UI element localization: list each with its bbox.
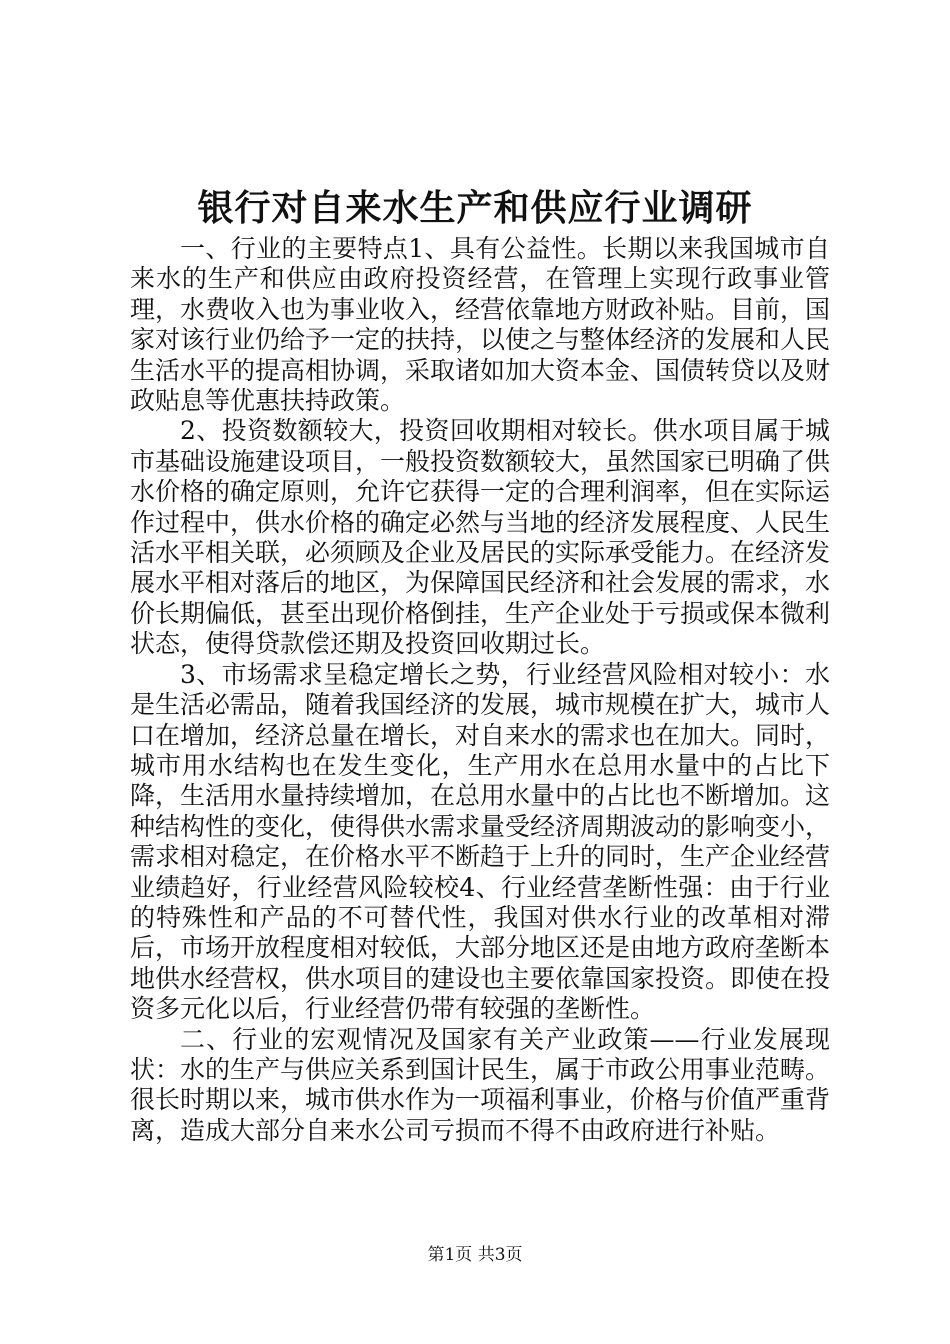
paragraph-3: 3、市场需求呈稳定增长之势，行业经营风险相对较小：水是生活必需品，随着我国经济的发展，城市规模在扩大，城市人口在增加，经济总量在增长，对自来水的需求也在加大。同时，城市用水结构也在发生变化，生产用水在总用水量中的占比下降，生活用水量持续增加，在总用水量中的占比也不断增加。这种结构性的变化，使得供水需求量受经济周期波动的影响变小，需求相对稳定，在价格水平不断趋于上升的同时，生产企业经营业绩趋好，行业经营风险较校4、行业经营垄断性强：由于行业的特殊性和产品的不可替代性，我国对供水行业的改革相对滞后，市场开放程度相对较低，大部分地区还是由地方政府垄断本地供水经营权，供水项目的建设也主要依靠国家投资。即使在投资多元化以后，行业经营仍带有较强的垄断性。: [130, 659, 831, 1024]
document-body: [130, 234, 830, 1146]
paragraph-4: 二、行业的宏观情况及国家有关产业政策——行业发展现状：水的生产与供应关系到国计民生，属于市政公用事业范畴。很长时期以来，城市供水作为一项福利事业，价格与价值严重背离，造成大部分自来水公司亏损而不得不由政府进行补贴。: [130, 1024, 831, 1145]
paragraph-1: 一、行业的主要特点1、具有公益性。长期以来我国城市自来水的生产和供应由政府投资经营，在管理上实现行政事业管理，水费收入也为事业收入，经营依靠地方财政补贴。目前，国家对该行业仍给予一定的扶持，以使之与整体经济的发展和人民生活水平的提高相协调，采取诸如加大资本金、国债转贷以及财政贴息等优惠扶持政策。: [130, 234, 831, 416]
page-title: 银行对自来水生产和供应行业调研: [197, 187, 753, 229]
paragraph-2: 2、投资数额较大，投资回收期相对较长。供水项目属于城市基础设施建设项目，一般投资数额较大，虽然国家已明确了供水价格的确定原则，允许它获得一定的合理利润率，但在实际运作过程中，供水价格的确定必然与当地的经济发展程度、人民生活水平相关联，必须顾及企业及居民的实际承受能力。在经济发展水平相对落后的地区，为保障国民经济和社会发展的需求，水价长期偏低，甚至出现价格倒挂，生产企业处于亏损或保本微利状态，使得贷款偿还期及投资回收期过长。: [130, 416, 831, 659]
page-footer: 第1页 共3页: [427, 1245, 523, 1265]
